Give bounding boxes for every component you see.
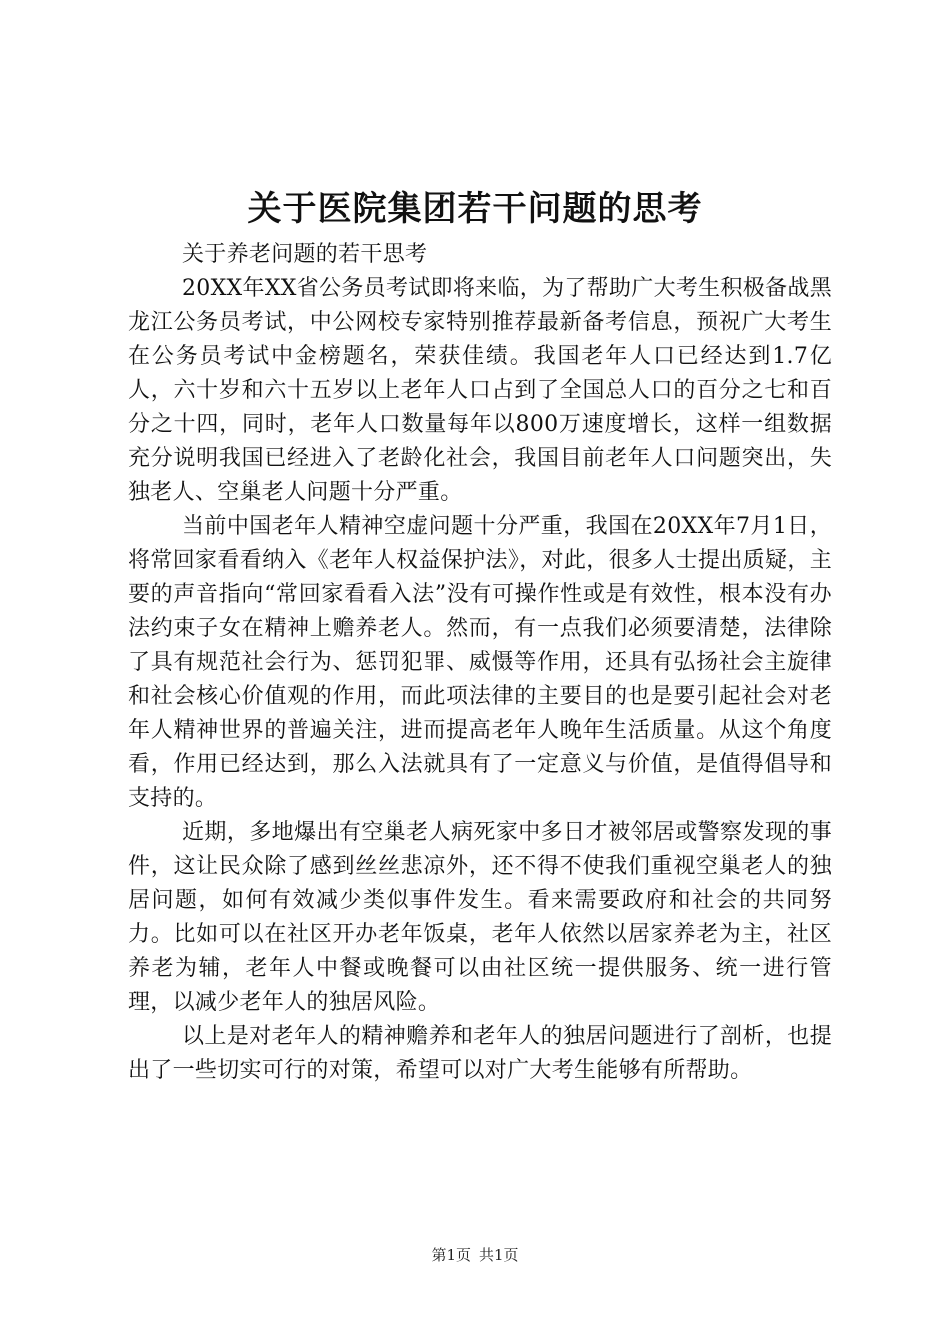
paragraph-1: 20XX年XX省公务员考试即将来临，为了帮助广大考生积极备战黑龙江公务员考试，中公网校专家特别推荐最新备考信息，预祝广大考生在公务员考试中金榜题名，荣获佳绩。我国老年人口已经达到1.7亿人，六十岁和六十五岁以上老年人口占到了全国总人口的百分之七和百分之十四，同时，老年人口数量每年以800万速度增长，这样一组数据充分说明我国已经进入了老龄化社会，我国目前老年人口问题突出，失独老人、空巢老人问题十分严重。 — [128, 276, 832, 505]
paragraph-4: 以上是对老年人的精神赡养和老年人的独居问题进行了剖析，也提出了一些切实可行的对策，希望可以对广大考生能够有所帮助。 — [128, 1024, 832, 1083]
document-title: 关于医院集团若干问题的思考 — [247, 189, 703, 229]
document-subtitle: 关于养老问题的若干思考 — [182, 242, 428, 267]
document-body — [128, 238, 832, 1088]
paragraph-2: 当前中国老年人精神空虚问题十分严重，我国在20XX年7月1日，将常回家看看纳入《老年人权益保护法》，对此，很多人士提出质疑，主要的声音指向“常回家看看入法”没有可操作性或是有效性，根本没有办法约束子女在精神上赡养老人。然而，有一点我们必须要清楚，法律除了具有规范社会行为、惩罚犯罪、威慑等作用，还具有弘扬社会主旋律和社会核心价值观的作用，而此项法律的主要目的也是要引起社会对老年人精神世界的普遍关注，进而提高老年人晚年生活质量。从这个角度看，作用已经达到，那么入法就具有了一定意义与价值，是值得倡导和支持的。 — [128, 514, 832, 811]
page-footer — [0, 1244, 950, 1266]
paragraph-3: 近期，多地爆出有空巢老人病死家中多日才被邻居或警察发现的事件，这让民众除了感到丝丝悲凉外，还不得不使我们重视空巢老人的独居问题，如何有效减少类似事件发生。看来需要政府和社会的共同努力。比如可以在社区开办老年饭桌，老年人依然以居家养老为主，社区养老为辅，老年人中餐或晚餐可以由社区统一提供服务、统一进行管理，以减少老年人的独居风险。 — [128, 820, 832, 1015]
page-number: 第1页 — [431, 1246, 471, 1264]
page-total: 共1页 — [479, 1246, 519, 1264]
